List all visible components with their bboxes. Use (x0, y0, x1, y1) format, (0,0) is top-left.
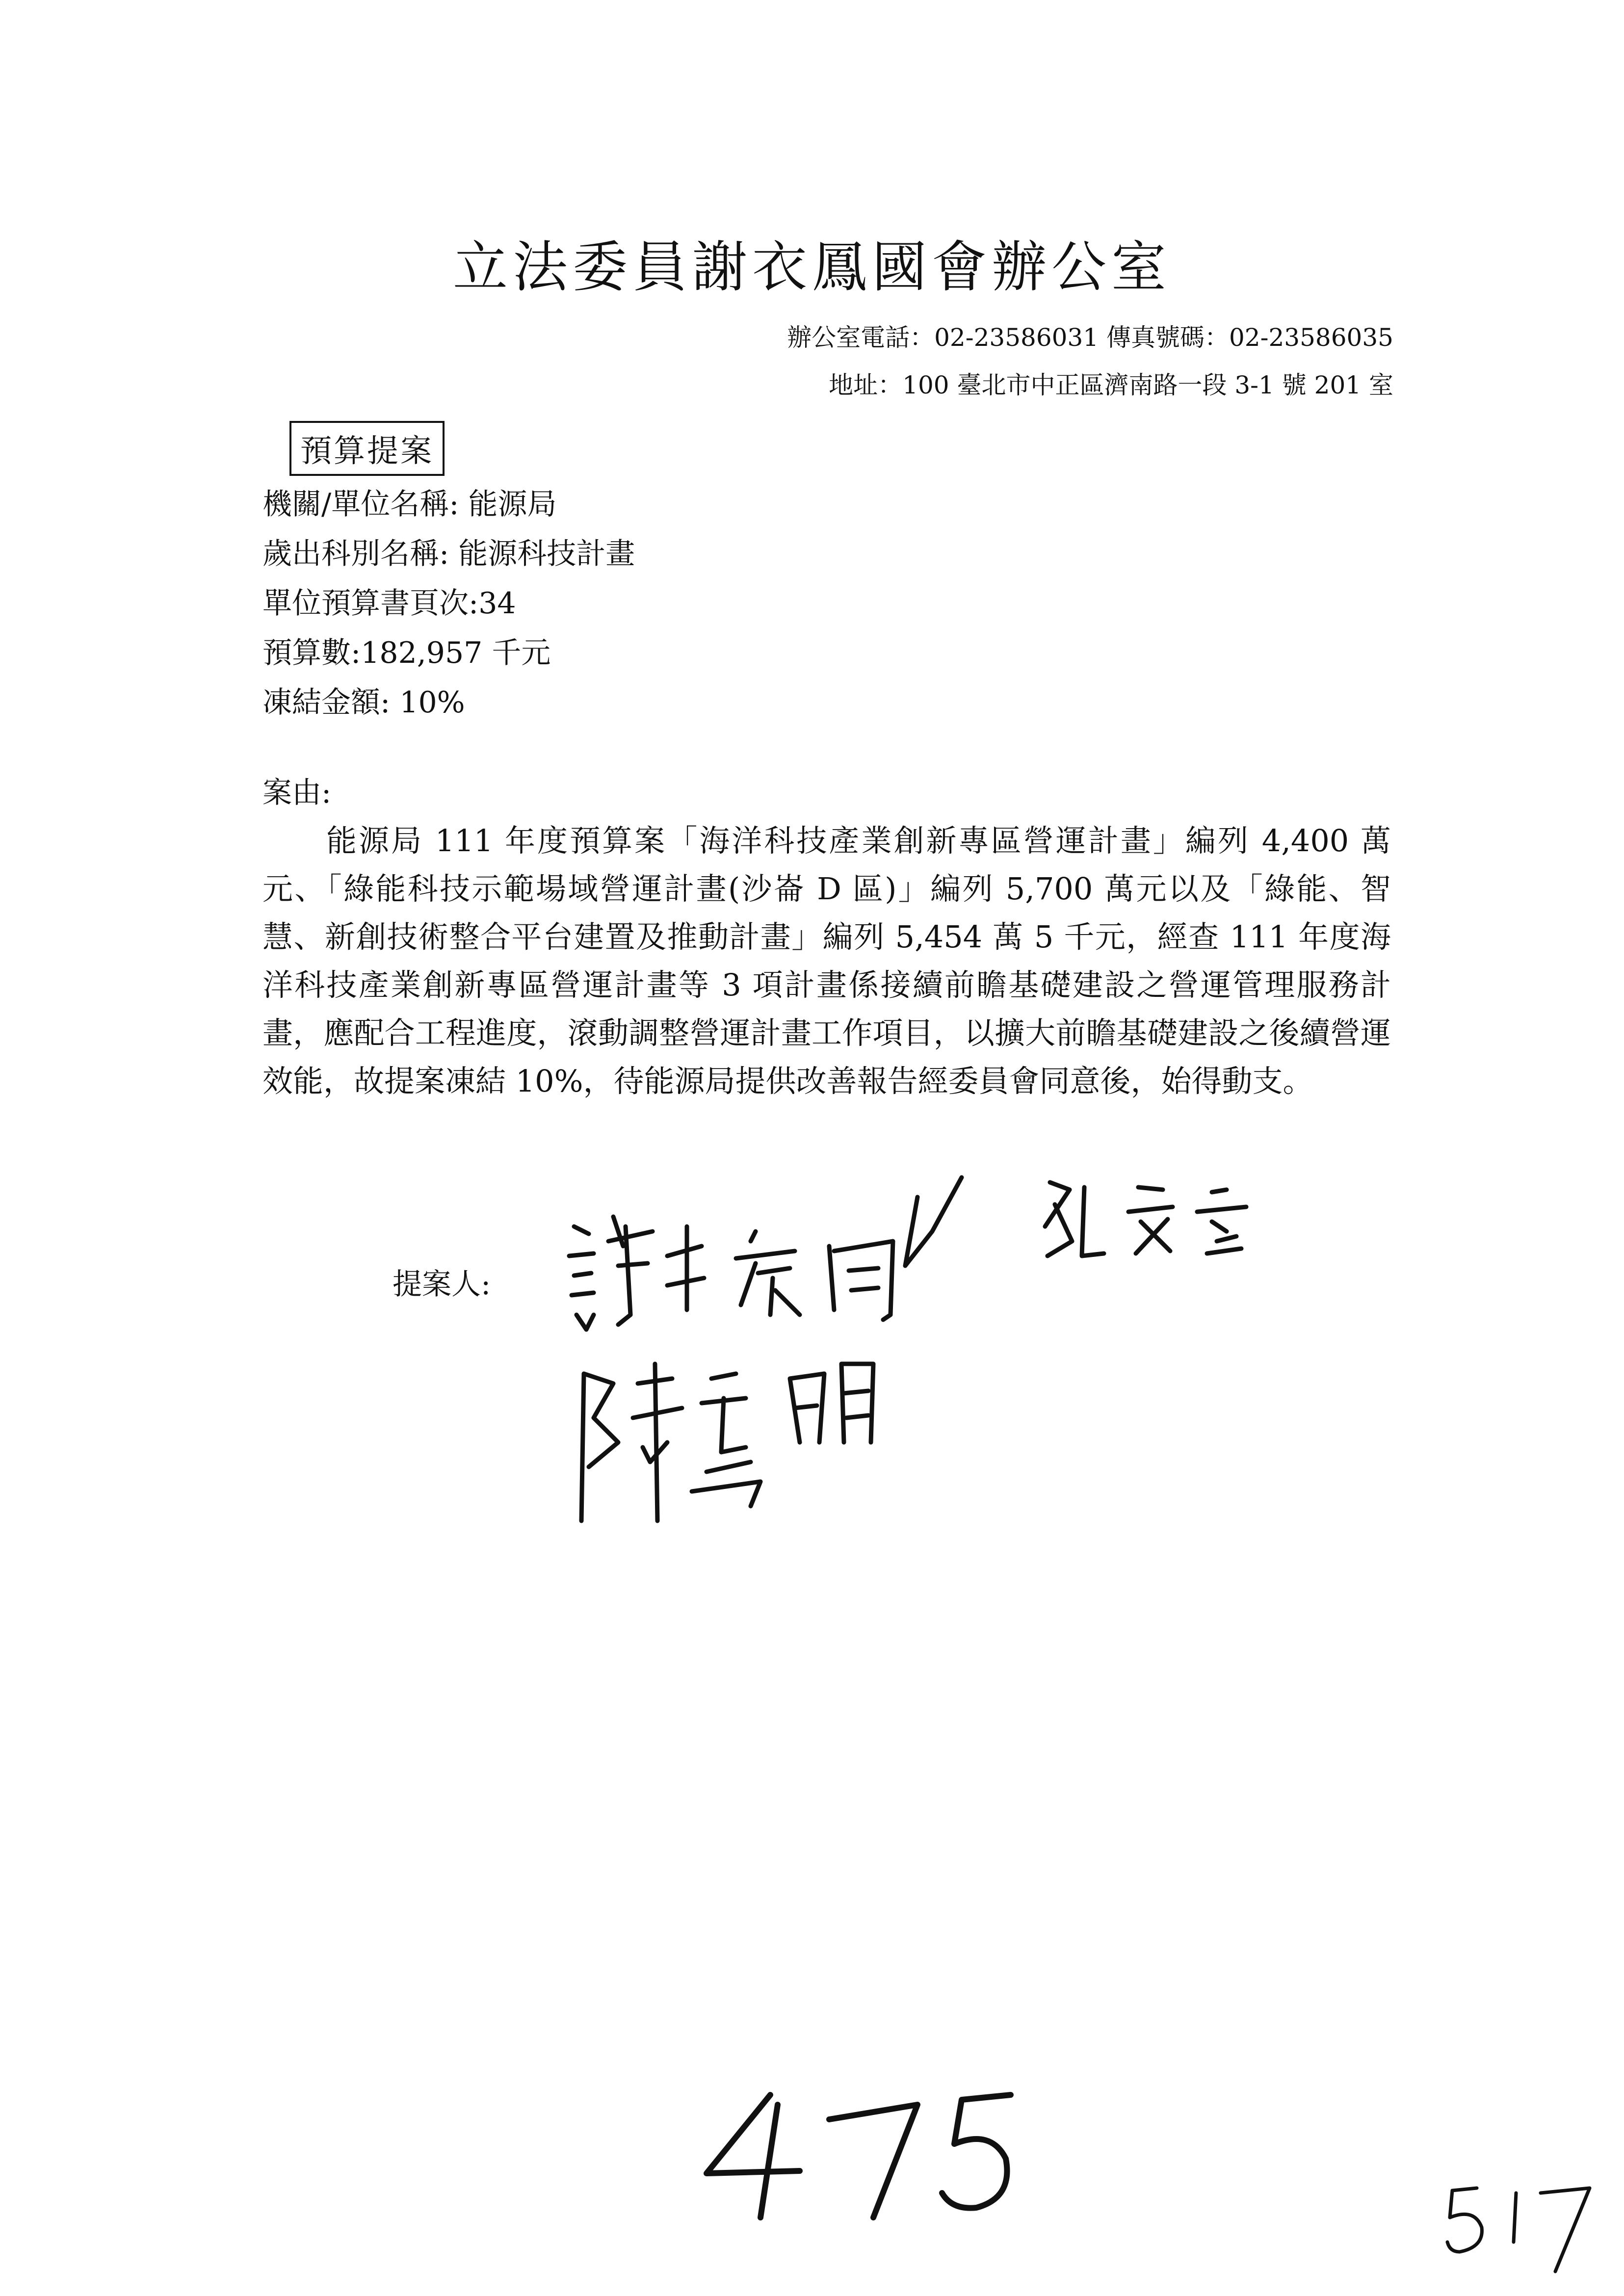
page-number-corner (1442, 2173, 1604, 2276)
office-address: 地址：100 臺北市中正區濟南路一段 3-1 號 201 室 (829, 371, 1393, 399)
expenditure-item: 歲出科別名稱: 能源科技計畫 (262, 537, 635, 571)
page-number-main (687, 2075, 1030, 2222)
agency-name: 機關/單位名稱: 能源局 (262, 487, 557, 522)
office-phone-fax: 辦公室電話：02-23586031 傳真號碼：02-23586035 (787, 323, 1393, 352)
reason-body: 能源局 111 年度預算案「海洋科技產業創新專區營運計畫」編列 4,400 萬元、「綠能科技示範場域營運計畫(沙崙 D 區)」編列 5,700 萬元以及「綠能、智慧、新創技術整合平台建置及推動計畫」編列 5,454 萬 5 千元，經查 111 年度海洋科技產業創新專區營運計畫等 3 項計畫係接續前瞻基礎建設之營運管理服務計畫，應配合工程進度，滾動調整營運計畫工作項目，以擴大前瞻基礎建設之後續營運效能，故提案凍結 10%，待能源局提供改善報告經委員會同意後，始得動支。 (262, 823, 1391, 1099)
office-title: 立法委員謝衣鳳國會辦公室 (453, 235, 1171, 299)
frozen-amount: 凍結金額: 10% (262, 685, 465, 720)
handwritten-signatures (540, 1168, 1325, 1540)
reason-heading: 案由: (262, 776, 332, 810)
budget-amount: 預算數:182,957 千元 (262, 636, 551, 670)
budget-page: 單位預算書頁次:34 (262, 586, 516, 621)
proposal-type-box: 預算提案 (289, 421, 445, 476)
proposer-label: 提案人: (393, 1267, 491, 1302)
proposal-info (262, 480, 635, 728)
